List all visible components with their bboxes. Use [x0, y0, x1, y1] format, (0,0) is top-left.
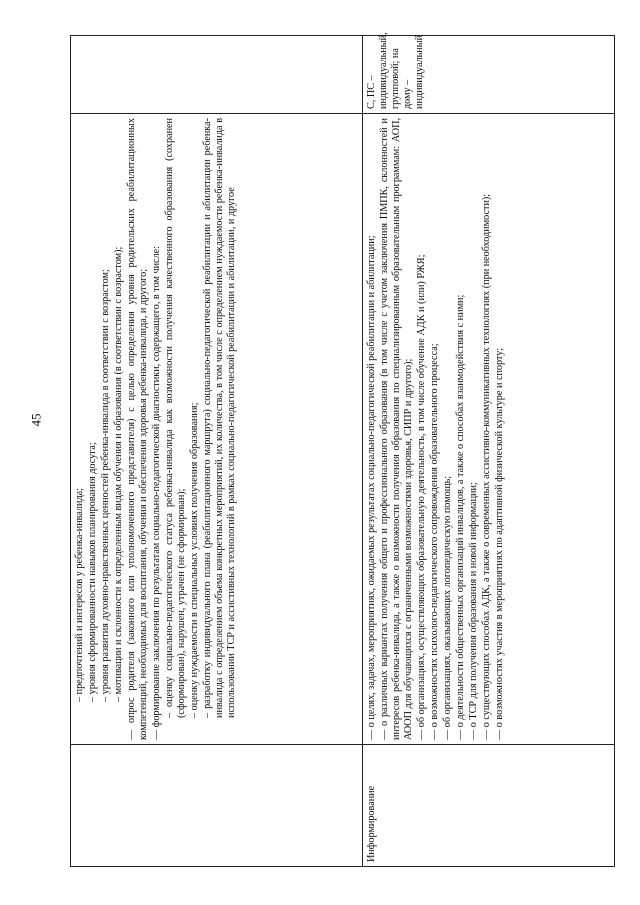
- service-content-cell: [363, 114, 615, 745]
- table-row: [363, 36, 615, 867]
- list-item: — об организациях, осуществляющих образовательную деятельность, в том числе обучение АДК и (или) РЖЯ;: [416, 254, 428, 740]
- list-item: – мотивации и склонности к определенным видам обучения и образования (в соответствии с возрастом);: [113, 246, 125, 702]
- service-mode-cell: С, ПС – индивидуальный, групповой; на дому – индивидуальный: [363, 36, 615, 114]
- service-mode-cell: [71, 36, 363, 114]
- list-item: — о различных вариантах получения общего и профессионального образования (в том числе с учетом заключения ПМПК, склонностей и интересов ребенка-инвалида, а также о возможности получения образования по специализированным образовательным программам: АОП, АООП для обучающихся с ограниченными возможностями здоровья, СИПР и другого);: [379, 118, 415, 740]
- list-item: — о ТСР для получения образования и новой информации;: [468, 482, 480, 740]
- list-item: – разработку индивидуального плана (реабилитационного маршрута) социально-педагогической реабилитации и абилитации ребенка-инвалида с определением объема конкретных мероприятий, их количества, в том числе с определением нуждаемости ребенка-инвалида в использовании ТСР и ассистивных технологий в рамках социально-педагогической реабилитации и абилитации, и другое: [202, 118, 238, 718]
- list-item: — об организациях, оказывающих логопедическую помощь;: [442, 475, 454, 740]
- content-list: [366, 118, 506, 740]
- page-number: 45: [28, 413, 44, 427]
- rotated-page: [70, 32, 615, 867]
- service-name-cell: Информирование: [363, 745, 615, 867]
- list-item: – уровня сформированности навыков планирования досуга;: [87, 442, 99, 702]
- list-item: — опрос родителя (законного или уполномоченного представителя) с целью определения уровня родительских реабилитационных компетенций, необходимых для воспитания, обучения и обеспечения здоровья ребенка-инвалида, и другого;: [126, 118, 150, 740]
- list-item: — о возможностях психолого-педагогического сопровождения образовательного процесса;: [429, 343, 441, 740]
- service-name-cell: [71, 745, 363, 867]
- list-item: — о деятельности общественных организаций инвалидов, а также о способах взаимодействия с ними;: [455, 294, 467, 740]
- list-item: — о возможностях участия в мероприятиях по адаптивной физической культуре и спорту;: [494, 347, 506, 740]
- list-item: – предпочтений и интересов у ребенка-инвалида;: [74, 487, 85, 702]
- table-row: [71, 36, 363, 867]
- list-item: — формирование заключения по результатам социально-педагогической диагностики, содержащего, в том числе:: [151, 245, 163, 740]
- list-item: – оценку нуждаемости в специальных условиях получения образования;: [189, 402, 201, 718]
- list-item: — о целях, задачах, мероприятиях, ожидаемых результатах социально-педагогической реабилитации и абилитации;: [366, 235, 377, 740]
- list-item: — о существующих способах АДК, а также о современных ассистивно-коммуникативных технологиях (при необходимости);: [481, 193, 493, 740]
- list-item: – уровня развития духовно-нравственных ценностей ребенка-инвалида в соответствии с возрастом;: [100, 269, 112, 702]
- list-item: – оценку социально-педагогического статуса ребенка-инвалида как возможности получения качественного образования (сохранен (сформирован), нарушен, утрачен (не сформирован);: [164, 118, 188, 718]
- services-table: [70, 32, 615, 867]
- service-content-cell: [71, 114, 363, 745]
- content-list: [74, 118, 238, 740]
